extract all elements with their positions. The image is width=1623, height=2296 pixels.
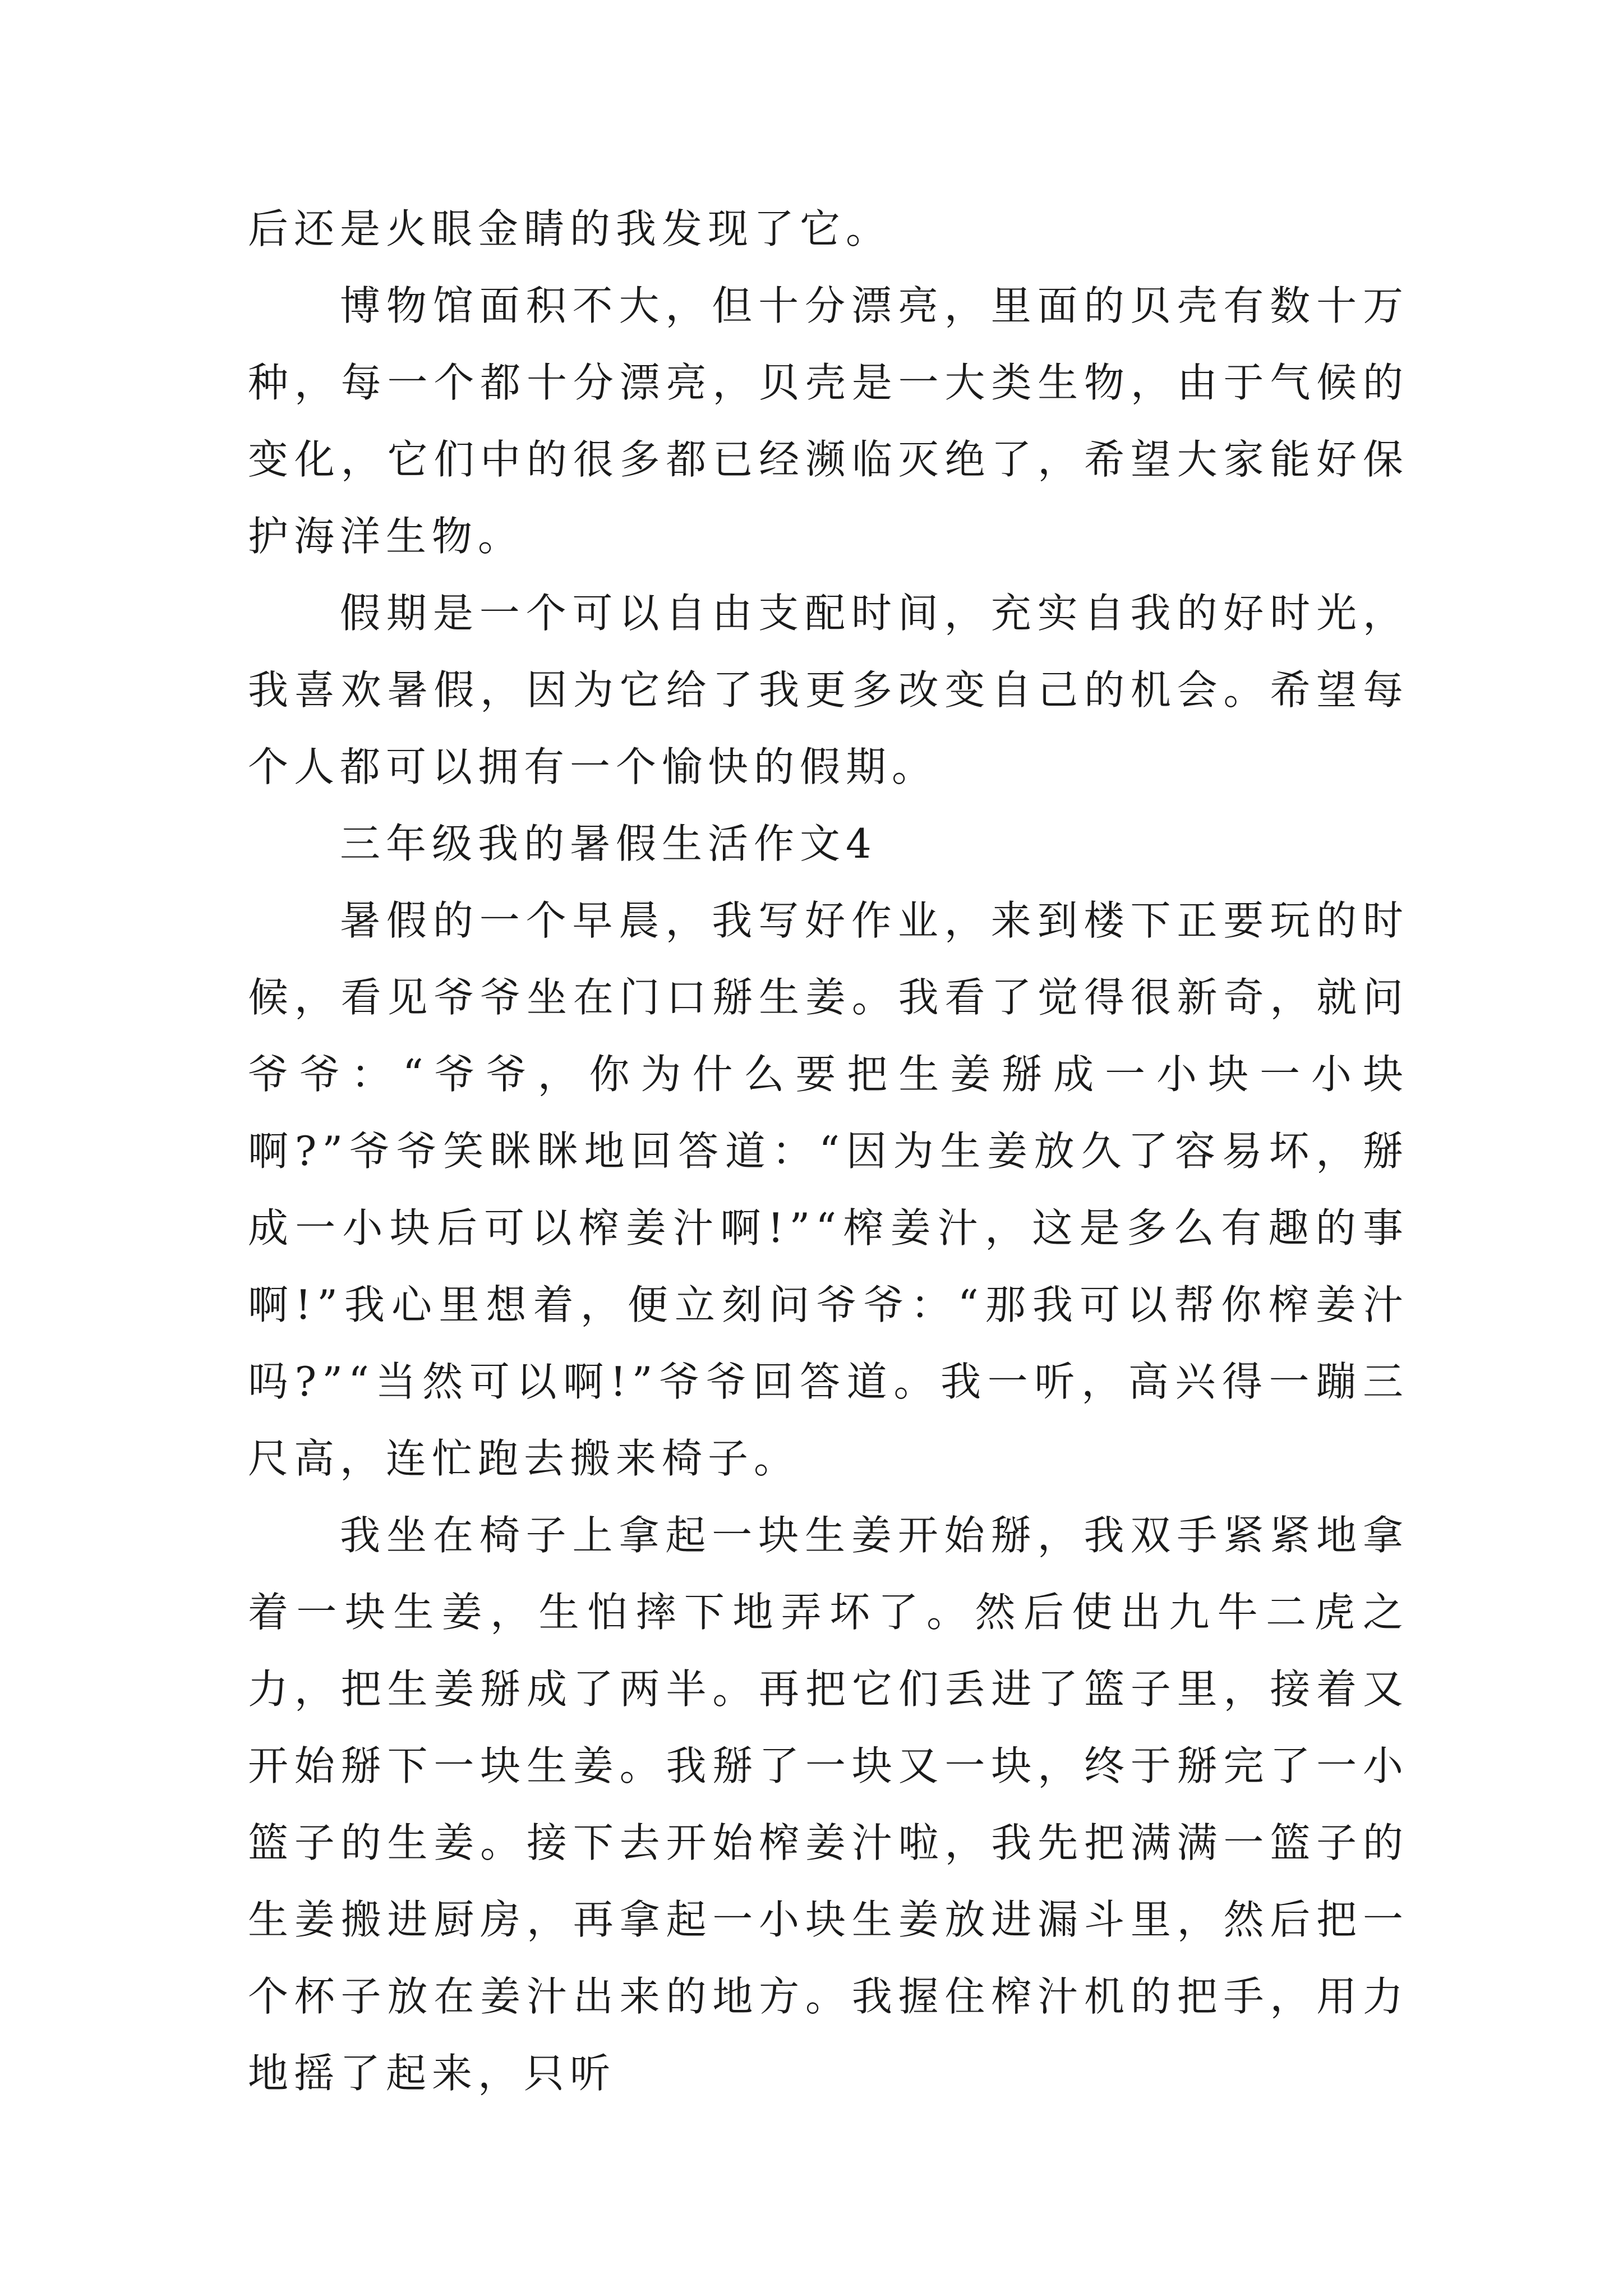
section-heading: 三年级我的暑假生活作文4	[340, 820, 877, 867]
paragraph-5: 我坐在椅子上拿起一块生姜开始掰，我双手紧紧地拿着一块生姜，生怕摔下地弄坏了。然后使出九牛二虎之力，把生姜掰成了两半。再把它们丢进了篮子里，接着又开始掰下一块生姜。我掰了一块又一块，终于掰完了一小篮子的生姜。接下去开始榨姜汁啦，我先把满满一篮子的生姜搬进厨房，再拿起一小块生姜放进漏斗里，然后把一个杯子放在姜汁出来的地方。我握住榨汁机的把手，用力地摇了起来，只听	[248, 1512, 1409, 2097]
article-body	[248, 191, 1409, 2112]
paragraph-1: 后还是火眼金睛的我发现了它。	[248, 205, 892, 252]
paragraph-2: 博物馆面积不大，但十分漂亮，里面的贝壳有数十万种，每一个都十分漂亮，贝壳是一大类生物，由于气候的变化，它们中的很多都已经濒临灭绝了，希望大家能好保护海洋生物。	[248, 282, 1409, 560]
paragraph-3: 假期是一个可以自由支配时间，充实自我的好时光，我喜欢暑假，因为它给了我更多改变自己的机会。希望每个人都可以拥有一个愉快的假期。	[248, 590, 1409, 790]
paragraph-4: 暑假的一个早晨，我写好作业，来到楼下正要玩的时候，看见爷爷坐在门口掰生姜。我看了觉得很新奇，就问爷爷：“爷爷，你为什么要把生姜掰成一小块一小块啊?”爷爷笑眯眯地回答道：“因为生姜放久了容易坏，掰成一小块后可以榨姜汁啊!”“榨姜汁，这是多么有趣的事啊!”我心里想着，便立刻问爷爷：“那我可以帮你榨姜汁吗?”“当然可以啊!”爷爷回答道。我一听，高兴得一蹦三尺高，连忙跑去搬来椅子。	[248, 897, 1409, 1482]
